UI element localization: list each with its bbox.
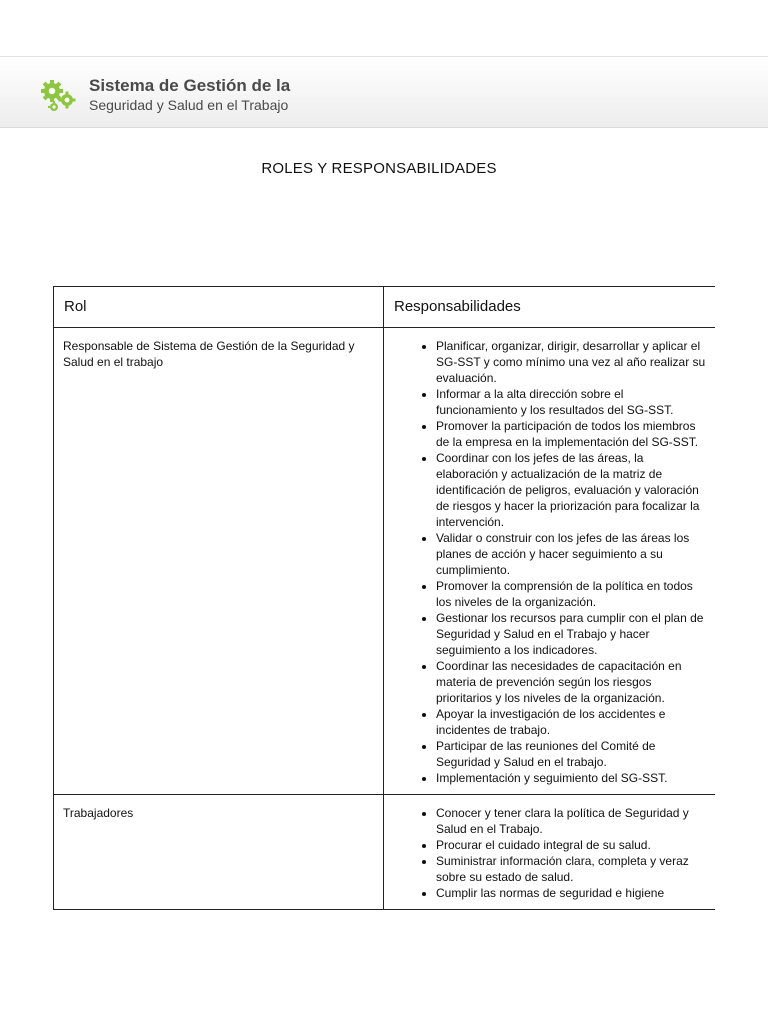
table-row [54, 328, 716, 795]
roles-table-container [53, 286, 715, 936]
responsibilities-list [420, 805, 706, 901]
list-item: • Coordinar las necesidades de capacitación en materia de prevención según los riesgos prioritarios y los niveles de la organización. [436, 658, 706, 706]
list-item: • Cumplir las normas de seguridad e higiene [436, 885, 706, 901]
column-header-rol: Rol [54, 287, 384, 328]
brand-title: Sistema de Gestión de la [89, 76, 291, 95]
list-item: • Informar a la alta dirección sobre el funcionamiento y los resultados del SG-SST. [436, 386, 706, 418]
list-item: • Coordinar con los jefes de las áreas, la elaboración y actualización de la matriz de identificación de peligros, evaluación y valoración de riesgos y hacer la priorización para focalizar la intervención. [436, 450, 706, 530]
list-item: • Implementación y seguimiento del SG-SST. [436, 770, 706, 786]
list-item: • Procurar el cuidado integral de su salud. [436, 837, 706, 853]
top-strip [0, 0, 768, 57]
list-item: • Validar o construir con los jefes de las áreas los planes de acción y hacer seguimiento a su cumplimiento. [436, 530, 706, 578]
list-item: • Gestionar los recursos para cumplir con el plan de Seguridad y Salud en el Trabajo y hacer seguimiento a los indicadores. [436, 610, 706, 658]
roles-table [53, 286, 715, 910]
table-header-row [54, 287, 716, 328]
list-item: • Suministrar información clara, completa y veraz sobre su estado de salud. [436, 853, 706, 885]
gears-icon [40, 78, 78, 112]
role-cell: Trabajadores [54, 795, 384, 910]
list-item: • Participar de las reuniones del Comité de Seguridad y Salud en el trabajo. [436, 738, 706, 770]
role-cell: Responsable de Sistema de Gestión de la Seguridad y Salud en el trabajo [54, 328, 384, 795]
column-header-responsabilidades: Responsabilidades [384, 287, 716, 328]
list-item: • Planificar, organizar, dirigir, desarrollar y aplicar el SG-SST y como mínimo una vez al año realizar su evaluación. [436, 338, 706, 386]
list-item: • Apoyar la investigación de los accidentes e incidentes de trabajo. [436, 706, 706, 738]
list-item: • Promover la participación de todos los miembros de la empresa en la implementación del SG-SST. [436, 418, 706, 450]
responsibilities-cell [384, 328, 716, 795]
list-item: • Conocer y tener clara la política de Seguridad y Salud en el Trabajo. [436, 805, 706, 837]
brand-subtitle: Seguridad y Salud en el Trabajo [89, 97, 289, 113]
table-row [54, 795, 716, 910]
responsibilities-cell [384, 795, 716, 910]
list-item: • Promover la comprensión de la política en todos los niveles de la organización. [436, 578, 706, 610]
responsibilities-list [420, 338, 706, 786]
document-title: ROLES Y RESPONSABILIDADES [261, 160, 497, 177]
